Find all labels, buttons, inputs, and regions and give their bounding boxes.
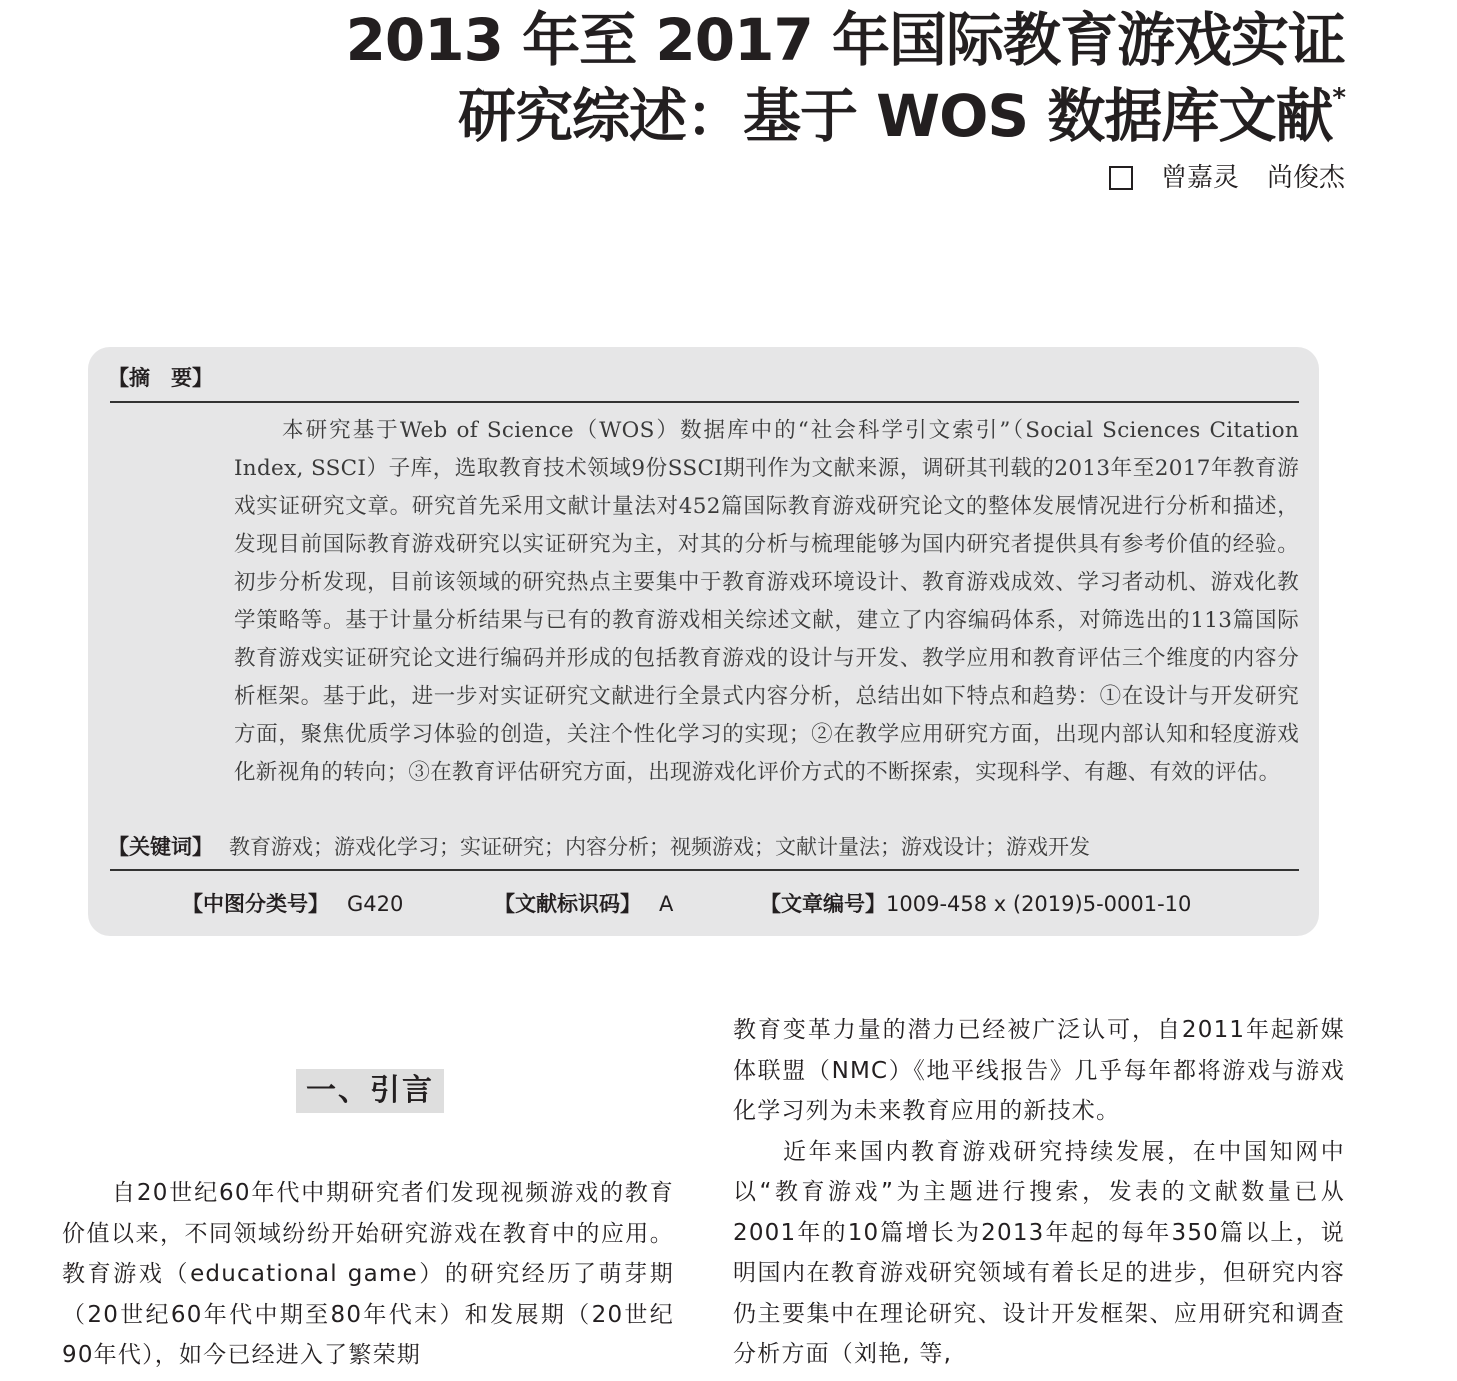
keywords-bottom-rule <box>110 869 1299 871</box>
body-column-left <box>62 1173 674 1376</box>
abstract-body: 本研究基于Web of Science（WOS）数据库中的“社会科学引文索引”（Social Sciences Citation Index, SSCI）子库，选取教育技术领域9份SSCI期刊作为文献来源，调研其刊载的2013年至2017年教育游戏实证研究文章。研究首先采用文献计量法对452篇国际教育游戏研究论文的整体发展情况进行分析和描述，发现目前国际教育游戏研究以实证研究为主，对其的分析与梳理能够为国内研究者提供具有参考价值的经验。初步分析发现，目前该领域的研究热点主要集中于教育游戏环境设计、教育游戏成效、学习者动机、游戏化教学策略等。基于计量分析结果与已有的教育游戏相关综述文献，建立了内容编码体系，对筛选出的113篇国际教育游戏实证研究论文进行编码并形成的包括教育游戏的设计与开发、教学应用和教育评估三个维度的内容分析框架。基于此，进一步对实证研究文献进行全景式内容分析，总结出如下特点和趋势：①在设计与开发研究方面，聚焦优质学习体验的创造，关注个性化学习的实现；②在教学应用研究方面，出现内部认知和轻度游戏化新视角的转向；③在教育评估研究方面，出现游戏化评价方式的不断探索，实现科学、有趣、有效的评估。 <box>234 418 1299 785</box>
article-number-field <box>760 889 1191 919</box>
classification-row <box>182 889 1191 919</box>
keywords-label: 【关键词】 <box>108 835 213 859</box>
title-line-1: 2013 年至 2017 年国际教育游戏实证 <box>345 6 1345 74</box>
abstract-panel <box>88 347 1319 936</box>
square-marker-icon <box>1109 166 1133 190</box>
author-2: 尚俊杰 <box>1266 163 1345 193</box>
paragraph: 自20世纪60年代中期研究者们发现视频游戏的教育价值以来，不同领域纷纷开始研究游戏在教育中的应用。教育游戏（educational game）的研究经历了萌芽期（20世纪60年代中期至80年代末）和发展期（20世纪90年代），如今已经进入了繁荣期 <box>62 1180 674 1368</box>
paragraph: 教育变革力量的潜力已经被广泛认可，自2011年起新媒体联盟（NMC）《地平线报告》几乎每年都将游戏与游戏化学习列为未来教育应用的新技术。 <box>733 1017 1345 1124</box>
author-line <box>1109 160 1345 196</box>
clc-value: G420 <box>347 892 404 916</box>
author-1: 曾嘉灵 <box>1160 163 1239 193</box>
clc-label: 【中图分类号】 <box>182 892 329 916</box>
doc-code-value: A <box>659 892 674 916</box>
section-heading-introduction: 一、引言 <box>296 1069 444 1113</box>
article-title <box>346 2 1345 154</box>
keywords-row <box>108 832 1090 862</box>
doc-code-label: 【文献标识码】 <box>494 892 641 916</box>
clc-field <box>182 889 494 919</box>
abstract-heading: 【摘 要】 <box>108 366 213 390</box>
doc-code-field <box>494 889 760 919</box>
keywords-text: 教育游戏；游戏化学习；实证研究；内容分析；视频游戏；文献计量法；游戏设计；游戏开发 <box>229 835 1090 859</box>
footnote-mark: * <box>1332 83 1345 113</box>
paragraph: 近年来国内教育游戏研究持续发展，在中国知网中以“教育游戏”为主题进行搜索，发表的文献数量已从2001年的10篇增长为2013年起的每年350篇以上，说明国内在教育游戏研究领域有着长足的进步，但研究内容仍主要集中在理论研究、设计开发框架、应用研究和调查分析方面（刘艳, 等, <box>733 1138 1345 1367</box>
abstract-top-rule <box>110 401 1299 403</box>
article-number-value: 1009-458 x (2019)5-0001-10 <box>886 892 1192 916</box>
article-number-label: 【文章编号】 <box>760 892 886 916</box>
body-column-right <box>733 1010 1345 1375</box>
title-line-2: 研究综述：基于 WOS 数据库文献* <box>457 82 1345 150</box>
